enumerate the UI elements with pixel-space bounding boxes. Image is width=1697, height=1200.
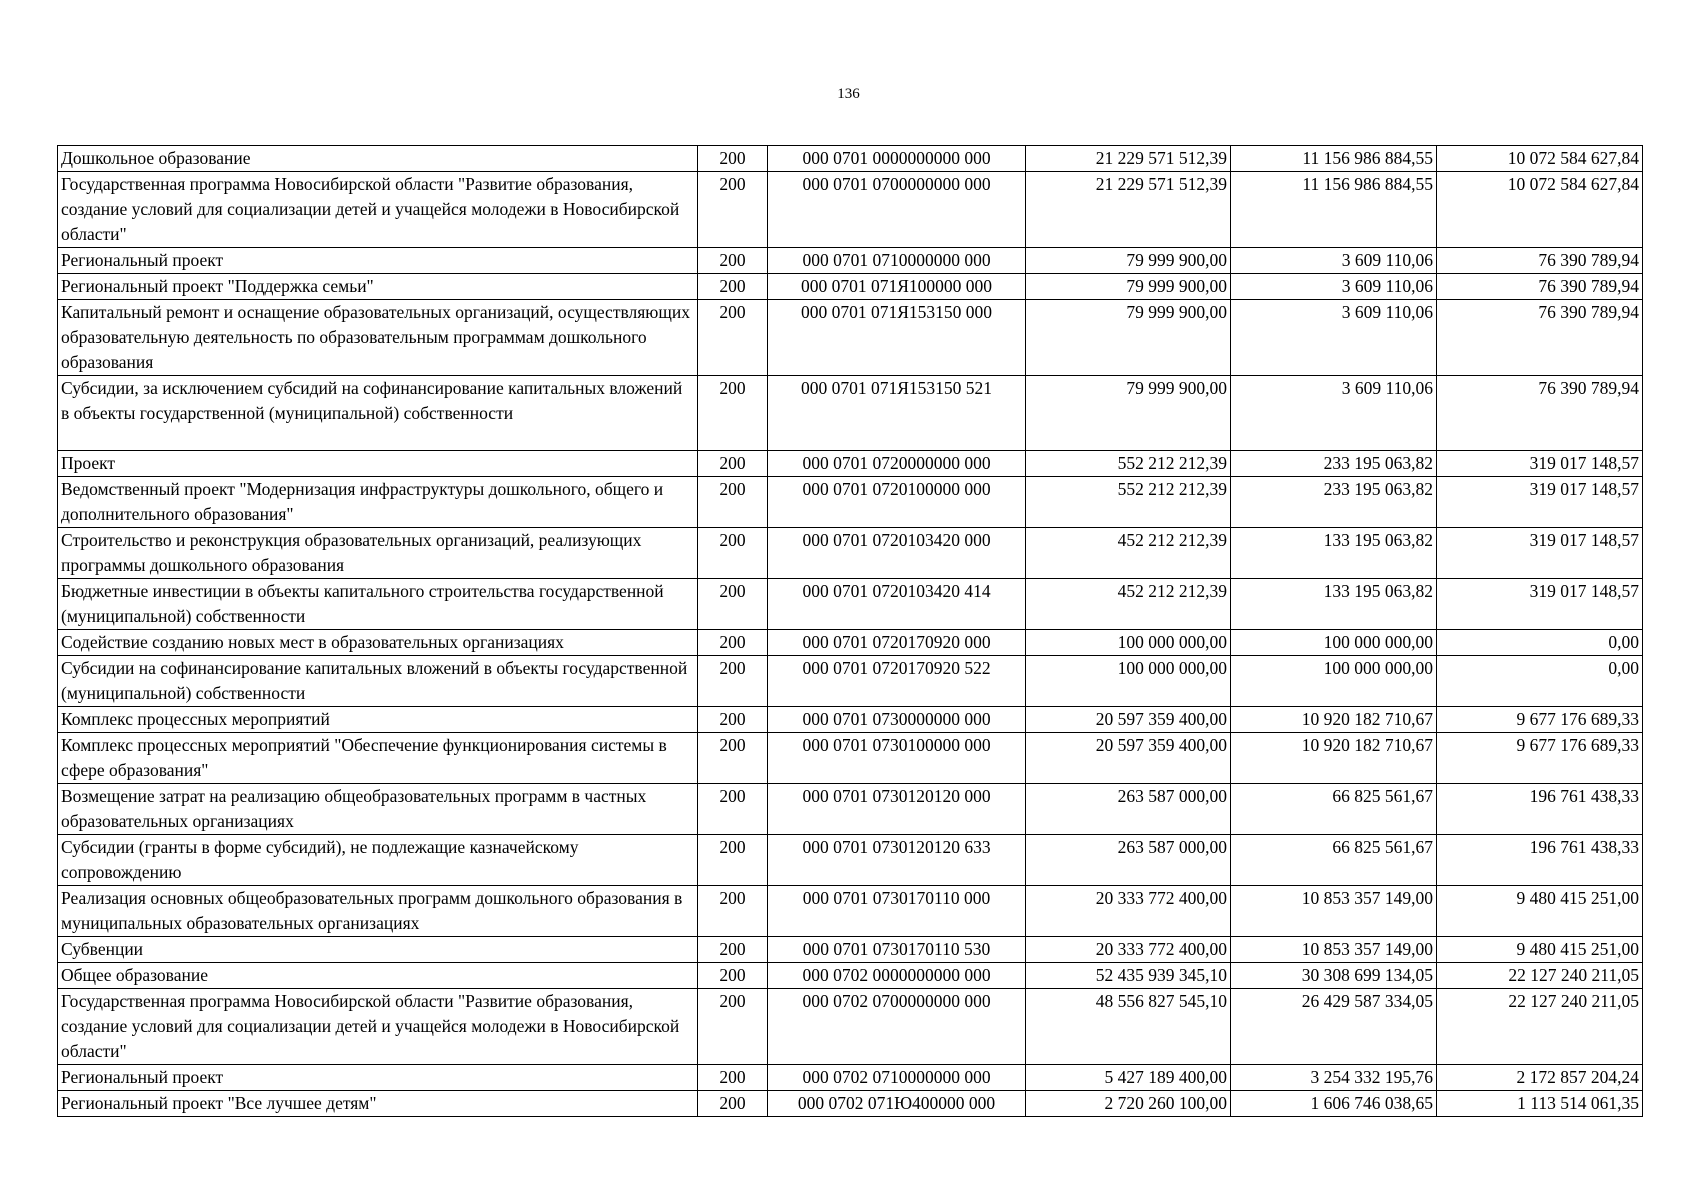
- row-budget-code: 000 0701 0710000000 000: [768, 248, 1026, 274]
- row-executed-amount: 1 606 746 038,65: [1231, 1091, 1437, 1117]
- row-approved-amount: 48 556 827 545,10: [1026, 989, 1231, 1065]
- row-approved-amount: 20 597 359 400,00: [1026, 707, 1231, 733]
- row-executed-amount: 133 195 063,82: [1231, 528, 1437, 579]
- table-row: [58, 146, 1643, 172]
- row-unexecuted-amount: 76 390 789,94: [1437, 248, 1643, 274]
- row-unexecuted-amount: 76 390 789,94: [1437, 376, 1643, 451]
- row-budget-code: 000 0701 071Я153150 521: [768, 376, 1026, 451]
- row-budget-code: 000 0701 0730170110 530: [768, 937, 1026, 963]
- table-row: [58, 376, 1643, 451]
- page-number: 136: [837, 86, 860, 102]
- row-approved-amount: 100 000 000,00: [1026, 656, 1231, 707]
- row-budget-code: 000 0701 071Я153150 000: [768, 300, 1026, 376]
- row-executed-amount: 10 920 182 710,67: [1231, 733, 1437, 784]
- row-name: Капитальный ремонт и оснащение образовательных организаций, осуществляющих образовательную деятельность по образовательным программам дошкольного образования: [58, 300, 698, 376]
- row-admin-code: 200: [698, 707, 768, 733]
- row-budget-code: 000 0701 071Я100000 000: [768, 274, 1026, 300]
- row-admin-code: 200: [698, 835, 768, 886]
- row-executed-amount: 11 156 986 884,55: [1231, 146, 1437, 172]
- row-admin-code: 200: [698, 963, 768, 989]
- row-unexecuted-amount: 9 480 415 251,00: [1437, 937, 1643, 963]
- row-budget-code: 000 0702 0710000000 000: [768, 1065, 1026, 1091]
- row-executed-amount: 10 920 182 710,67: [1231, 707, 1437, 733]
- row-admin-code: 200: [698, 300, 768, 376]
- row-executed-amount: 100 000 000,00: [1231, 656, 1437, 707]
- row-executed-amount: 26 429 587 334,05: [1231, 989, 1437, 1065]
- row-approved-amount: 79 999 900,00: [1026, 274, 1231, 300]
- row-budget-code: 000 0701 0720100000 000: [768, 477, 1026, 528]
- row-unexecuted-amount: 76 390 789,94: [1437, 300, 1643, 376]
- row-budget-code: 000 0702 071Ю400000 000: [768, 1091, 1026, 1117]
- row-approved-amount: 263 587 000,00: [1026, 784, 1231, 835]
- row-approved-amount: 20 333 772 400,00: [1026, 937, 1231, 963]
- row-admin-code: 200: [698, 376, 768, 451]
- row-admin-code: 200: [698, 630, 768, 656]
- row-executed-amount: 11 156 986 884,55: [1231, 172, 1437, 248]
- row-executed-amount: 3 609 110,06: [1231, 376, 1437, 451]
- row-unexecuted-amount: 9 677 176 689,33: [1437, 733, 1643, 784]
- row-unexecuted-amount: 319 017 148,57: [1437, 528, 1643, 579]
- row-approved-amount: 20 597 359 400,00: [1026, 733, 1231, 784]
- row-name: Субвенции: [58, 937, 698, 963]
- row-budget-code: 000 0701 0730170110 000: [768, 886, 1026, 937]
- table-row: [58, 733, 1643, 784]
- row-name: Содействие созданию новых мест в образовательных организациях: [58, 630, 698, 656]
- row-admin-code: 200: [698, 784, 768, 835]
- row-name: Ведомственный проект "Модернизация инфраструктуры дошкольного, общего и дополнительного образования": [58, 477, 698, 528]
- row-unexecuted-amount: 196 761 438,33: [1437, 784, 1643, 835]
- row-executed-amount: 3 609 110,06: [1231, 300, 1437, 376]
- row-unexecuted-amount: 9 677 176 689,33: [1437, 707, 1643, 733]
- row-unexecuted-amount: 319 017 148,57: [1437, 477, 1643, 528]
- row-executed-amount: 233 195 063,82: [1231, 451, 1437, 477]
- row-approved-amount: 452 212 212,39: [1026, 579, 1231, 630]
- row-executed-amount: 133 195 063,82: [1231, 579, 1437, 630]
- table-row: [58, 528, 1643, 579]
- row-admin-code: 200: [698, 656, 768, 707]
- table-row: [58, 172, 1643, 248]
- row-name: Возмещение затрат на реализацию общеобразовательных программ в частных образовательных организациях: [58, 784, 698, 835]
- row-executed-amount: 10 853 357 149,00: [1231, 937, 1437, 963]
- table-row: [58, 707, 1643, 733]
- row-approved-amount: 2 720 260 100,00: [1026, 1091, 1231, 1117]
- row-admin-code: 200: [698, 477, 768, 528]
- table-row: [58, 989, 1643, 1065]
- table-row: [58, 1065, 1643, 1091]
- row-budget-code: 000 0701 0730120120 000: [768, 784, 1026, 835]
- row-unexecuted-amount: 9 480 415 251,00: [1437, 886, 1643, 937]
- row-approved-amount: 79 999 900,00: [1026, 248, 1231, 274]
- row-name: Государственная программа Новосибирской области "Развитие образования, создание условий для социализации детей и учащейся молодежи в Новосибирской области": [58, 172, 698, 248]
- row-budget-code: 000 0701 0730100000 000: [768, 733, 1026, 784]
- row-budget-code: 000 0702 0700000000 000: [768, 989, 1026, 1065]
- row-name: Проект: [58, 451, 698, 477]
- row-admin-code: 200: [698, 937, 768, 963]
- table-row: [58, 300, 1643, 376]
- row-unexecuted-amount: 196 761 438,33: [1437, 835, 1643, 886]
- table-row: [58, 451, 1643, 477]
- row-executed-amount: 233 195 063,82: [1231, 477, 1437, 528]
- table-row: [58, 656, 1643, 707]
- table-row: [58, 579, 1643, 630]
- row-budget-code: 000 0701 0720170920 522: [768, 656, 1026, 707]
- row-name: Строительство и реконструкция образовательных организаций, реализующих программы дошкольного образования: [58, 528, 698, 579]
- table-row: [58, 937, 1643, 963]
- row-name: Комплекс процессных мероприятий: [58, 707, 698, 733]
- row-admin-code: 200: [698, 1091, 768, 1117]
- table-row: [58, 274, 1643, 300]
- row-executed-amount: 3 609 110,06: [1231, 274, 1437, 300]
- row-unexecuted-amount: 10 072 584 627,84: [1437, 172, 1643, 248]
- row-name: Субсидии, за исключением субсидий на софинансирование капитальных вложений в объекты государственной (муниципальной) собственности: [58, 376, 698, 451]
- row-budget-code: 000 0701 0000000000 000: [768, 146, 1026, 172]
- row-executed-amount: 100 000 000,00: [1231, 630, 1437, 656]
- row-admin-code: 200: [698, 579, 768, 630]
- row-executed-amount: 66 825 561,67: [1231, 784, 1437, 835]
- row-budget-code: 000 0701 0730120120 633: [768, 835, 1026, 886]
- row-name: Дошкольное образование: [58, 146, 698, 172]
- row-budget-code: 000 0701 0720103420 414: [768, 579, 1026, 630]
- row-name: Региональный проект "Поддержка семьи": [58, 274, 698, 300]
- row-executed-amount: 3 609 110,06: [1231, 248, 1437, 274]
- row-approved-amount: 552 212 212,39: [1026, 477, 1231, 528]
- row-unexecuted-amount: 0,00: [1437, 630, 1643, 656]
- row-budget-code: 000 0701 0730000000 000: [768, 707, 1026, 733]
- row-unexecuted-amount: 76 390 789,94: [1437, 274, 1643, 300]
- row-name: Общее образование: [58, 963, 698, 989]
- row-approved-amount: 20 333 772 400,00: [1026, 886, 1231, 937]
- table-row: [58, 886, 1643, 937]
- row-approved-amount: 21 229 571 512,39: [1026, 146, 1231, 172]
- row-admin-code: 200: [698, 248, 768, 274]
- table-row: [58, 963, 1643, 989]
- budget-table: [57, 145, 1643, 1117]
- table-row: [58, 630, 1643, 656]
- row-budget-code: 000 0701 0720103420 000: [768, 528, 1026, 579]
- row-name: Субсидии (гранты в форме субсидий), не подлежащие казначейскому сопровождению: [58, 835, 698, 886]
- row-unexecuted-amount: 2 172 857 204,24: [1437, 1065, 1643, 1091]
- row-admin-code: 200: [698, 274, 768, 300]
- budget-table-body: [58, 146, 1643, 1117]
- row-admin-code: 200: [698, 733, 768, 784]
- row-approved-amount: 263 587 000,00: [1026, 835, 1231, 886]
- row-unexecuted-amount: 1 113 514 061,35: [1437, 1091, 1643, 1117]
- row-name: Субсидии на софинансирование капитальных вложений в объекты государственной (муниципальной) собственности: [58, 656, 698, 707]
- table-row: [58, 1091, 1643, 1117]
- row-name: Бюджетные инвестиции в объекты капитального строительства государственной (муниципальной) собственности: [58, 579, 698, 630]
- row-admin-code: 200: [698, 989, 768, 1065]
- row-name: Региональный проект: [58, 1065, 698, 1091]
- row-name: Государственная программа Новосибирской области "Развитие образования, создание условий для социализации детей и учащейся молодежи в Новосибирской области": [58, 989, 698, 1065]
- row-approved-amount: 552 212 212,39: [1026, 451, 1231, 477]
- table-row: [58, 835, 1643, 886]
- row-admin-code: 200: [698, 451, 768, 477]
- row-admin-code: 200: [698, 886, 768, 937]
- row-unexecuted-amount: 319 017 148,57: [1437, 451, 1643, 477]
- row-executed-amount: 10 853 357 149,00: [1231, 886, 1437, 937]
- row-approved-amount: 52 435 939 345,10: [1026, 963, 1231, 989]
- row-executed-amount: 3 254 332 195,76: [1231, 1065, 1437, 1091]
- row-approved-amount: 21 229 571 512,39: [1026, 172, 1231, 248]
- table-row: [58, 477, 1643, 528]
- row-admin-code: 200: [698, 172, 768, 248]
- row-name: Региональный проект: [58, 248, 698, 274]
- row-name: Региональный проект "Все лучшее детям": [58, 1091, 698, 1117]
- row-admin-code: 200: [698, 528, 768, 579]
- row-unexecuted-amount: 22 127 240 211,05: [1437, 989, 1643, 1065]
- row-name: Реализация основных общеобразовательных программ дошкольного образования в муниципальных образовательных организациях: [58, 886, 698, 937]
- row-budget-code: 000 0701 0700000000 000: [768, 172, 1026, 248]
- row-executed-amount: 66 825 561,67: [1231, 835, 1437, 886]
- row-admin-code: 200: [698, 1065, 768, 1091]
- row-unexecuted-amount: 10 072 584 627,84: [1437, 146, 1643, 172]
- row-budget-code: 000 0702 0000000000 000: [768, 963, 1026, 989]
- row-approved-amount: 100 000 000,00: [1026, 630, 1231, 656]
- row-approved-amount: 5 427 189 400,00: [1026, 1065, 1231, 1091]
- row-executed-amount: 30 308 699 134,05: [1231, 963, 1437, 989]
- row-unexecuted-amount: 22 127 240 211,05: [1437, 963, 1643, 989]
- row-unexecuted-amount: 319 017 148,57: [1437, 579, 1643, 630]
- row-budget-code: 000 0701 0720000000 000: [768, 451, 1026, 477]
- row-approved-amount: 452 212 212,39: [1026, 528, 1231, 579]
- table-row: [58, 784, 1643, 835]
- row-approved-amount: 79 999 900,00: [1026, 376, 1231, 451]
- row-unexecuted-amount: 0,00: [1437, 656, 1643, 707]
- row-admin-code: 200: [698, 146, 768, 172]
- row-name: Комплекс процессных мероприятий "Обеспечение функционирования системы в сфере образования": [58, 733, 698, 784]
- table-row: [58, 248, 1643, 274]
- row-budget-code: 000 0701 0720170920 000: [768, 630, 1026, 656]
- row-approved-amount: 79 999 900,00: [1026, 300, 1231, 376]
